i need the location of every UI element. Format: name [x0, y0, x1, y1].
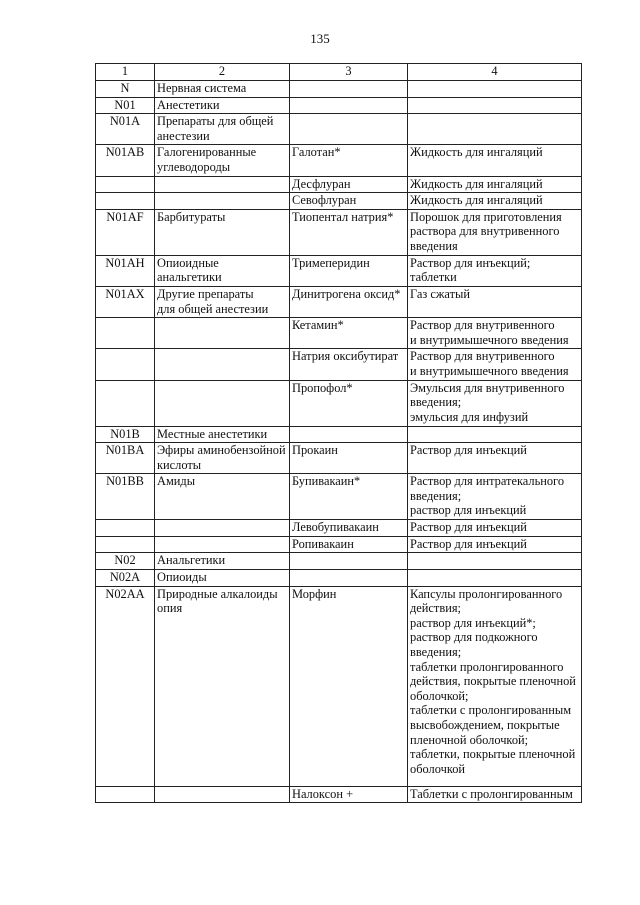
anatomical-group-cell: Эфиры аминобензойной кислоты: [155, 443, 290, 474]
atc-code-cell: N01AF: [96, 209, 155, 255]
table-row: [96, 570, 582, 587]
table-header-row: [96, 64, 582, 81]
table-row: [96, 255, 582, 286]
atc-code-cell: N02: [96, 553, 155, 570]
table-row: [96, 586, 582, 786]
drug-name-cell: Тримеперидин: [290, 255, 408, 286]
anatomical-group-cell: Барбитураты: [155, 209, 290, 255]
drug-name-cell: Морфин: [290, 586, 408, 786]
atc-code-cell: N01: [96, 97, 155, 114]
table-row: [96, 553, 582, 570]
atc-code-cell: [96, 349, 155, 380]
dosage-form-cell: Раствор для интратекального введения; раствор для инъекций: [408, 474, 582, 520]
drug-name-cell: [290, 570, 408, 587]
atc-code-cell: N01A: [96, 114, 155, 145]
drug-name-cell: Налоксон +: [290, 786, 408, 803]
drug-name-cell: Кетамин*: [290, 318, 408, 349]
dosage-form-cell: [408, 97, 582, 114]
drug-name-cell: [290, 81, 408, 98]
table-row: [96, 536, 582, 553]
drug-name-cell: [290, 97, 408, 114]
drug-table: [95, 63, 582, 803]
header-col-3: 3: [290, 64, 408, 81]
atc-code-cell: [96, 786, 155, 803]
table-row: [96, 520, 582, 537]
anatomical-group-cell: [155, 520, 290, 537]
anatomical-group-cell: Опиоидные анальгетики: [155, 255, 290, 286]
dosage-form-cell: [408, 570, 582, 587]
table-row: [96, 145, 582, 176]
table-row: [96, 176, 582, 193]
anatomical-group-cell: [155, 349, 290, 380]
dosage-form-cell: Раствор для инъекций: [408, 536, 582, 553]
table-row: [96, 81, 582, 98]
atc-code-cell: [96, 176, 155, 193]
drug-name-cell: Десфлуран: [290, 176, 408, 193]
anatomical-group-cell: [155, 193, 290, 210]
dosage-form-cell: Раствор для инъекций: [408, 443, 582, 474]
anatomical-group-cell: Анестетики: [155, 97, 290, 114]
drug-name-cell: [290, 114, 408, 145]
anatomical-group-cell: [155, 318, 290, 349]
atc-code-cell: N01B: [96, 426, 155, 443]
header-col-1: 1: [96, 64, 155, 81]
atc-code-cell: [96, 193, 155, 210]
atc-code-cell: N: [96, 81, 155, 98]
atc-code-cell: [96, 380, 155, 426]
anatomical-group-cell: [155, 786, 290, 803]
drug-name-cell: [290, 426, 408, 443]
dosage-form-cell: Раствор для внутривенного и внутримышечного введения: [408, 318, 582, 349]
atc-code-cell: [96, 520, 155, 537]
table-row: [96, 193, 582, 210]
atc-code-cell: [96, 318, 155, 349]
table-row: [96, 349, 582, 380]
anatomical-group-cell: Другие препараты для общей анестезии: [155, 286, 290, 317]
atc-code-cell: N02A: [96, 570, 155, 587]
dosage-form-cell: [408, 553, 582, 570]
table-row: [96, 209, 582, 255]
drug-name-cell: Тиопентал натрия*: [290, 209, 408, 255]
anatomical-group-cell: [155, 536, 290, 553]
drug-name-cell: Прокаин: [290, 443, 408, 474]
anatomical-group-cell: [155, 380, 290, 426]
anatomical-group-cell: Анальгетики: [155, 553, 290, 570]
dosage-form-cell: Газ сжатый: [408, 286, 582, 317]
table-row: [96, 318, 582, 349]
table-row: [96, 786, 582, 803]
anatomical-group-cell: Галогенированные углеводороды: [155, 145, 290, 176]
table-row: [96, 97, 582, 114]
table-row: [96, 286, 582, 317]
dosage-form-cell: [408, 114, 582, 145]
drug-name-cell: Левобупивакаин: [290, 520, 408, 537]
drug-name-cell: Севофлуран: [290, 193, 408, 210]
anatomical-group-cell: [155, 176, 290, 193]
drug-name-cell: Бупивакаин*: [290, 474, 408, 520]
dosage-form-cell: Жидкость для ингаляций: [408, 193, 582, 210]
table-row: [96, 380, 582, 426]
anatomical-group-cell: Препараты для общей анестезии: [155, 114, 290, 145]
dosage-form-cell: [408, 81, 582, 98]
atc-code-cell: N01AH: [96, 255, 155, 286]
dosage-form-cell: Раствор для инъекций: [408, 520, 582, 537]
dosage-form-cell: Капсулы пролонгированного действия; раствор для инъекций*; раствор для подкожного введения; таблетки пролонгированного действия, покрытые пленочной оболочкой; таблетки с пролонгированным высвобождением, покрытые пленочной оболочкой; таблетки, покрытые пленочной оболочкой: [408, 586, 582, 786]
header-col-2: 2: [155, 64, 290, 81]
dosage-form-cell: Раствор для инъекций; таблетки: [408, 255, 582, 286]
dosage-form-cell: Жидкость для ингаляций: [408, 145, 582, 176]
table-row: [96, 426, 582, 443]
anatomical-group-cell: Амиды: [155, 474, 290, 520]
dosage-form-cell: Таблетки с пролонгированным: [408, 786, 582, 803]
table-row: [96, 443, 582, 474]
drug-name-cell: [290, 553, 408, 570]
dosage-form-cell: Жидкость для ингаляций: [408, 176, 582, 193]
anatomical-group-cell: Природные алкалоиды опия: [155, 586, 290, 786]
header-col-4: 4: [408, 64, 582, 81]
dosage-form-cell: Порошок для приготовления раствора для внутривенного введения: [408, 209, 582, 255]
dosage-form-cell: Раствор для внутривенного и внутримышечного введения: [408, 349, 582, 380]
table-row: [96, 474, 582, 520]
dosage-form-cell: Эмульсия для внутривенного введения; эмульсия для инфузий: [408, 380, 582, 426]
anatomical-group-cell: Местные анестетики: [155, 426, 290, 443]
table-row: [96, 114, 582, 145]
atc-code-cell: [96, 536, 155, 553]
drug-name-cell: Динитрогена оксид*: [290, 286, 408, 317]
atc-code-cell: N02AA: [96, 586, 155, 786]
drug-name-cell: Пропофол*: [290, 380, 408, 426]
anatomical-group-cell: Опиоиды: [155, 570, 290, 587]
atc-code-cell: N01BB: [96, 474, 155, 520]
drug-name-cell: Ропивакаин: [290, 536, 408, 553]
page-number: 135: [310, 31, 330, 46]
drug-name-cell: Натрия оксибутират: [290, 349, 408, 380]
atc-code-cell: N01AB: [96, 145, 155, 176]
drug-name-cell: Галотан*: [290, 145, 408, 176]
anatomical-group-cell: Нервная система: [155, 81, 290, 98]
dosage-form-cell: [408, 426, 582, 443]
atc-code-cell: N01AX: [96, 286, 155, 317]
atc-code-cell: N01BA: [96, 443, 155, 474]
